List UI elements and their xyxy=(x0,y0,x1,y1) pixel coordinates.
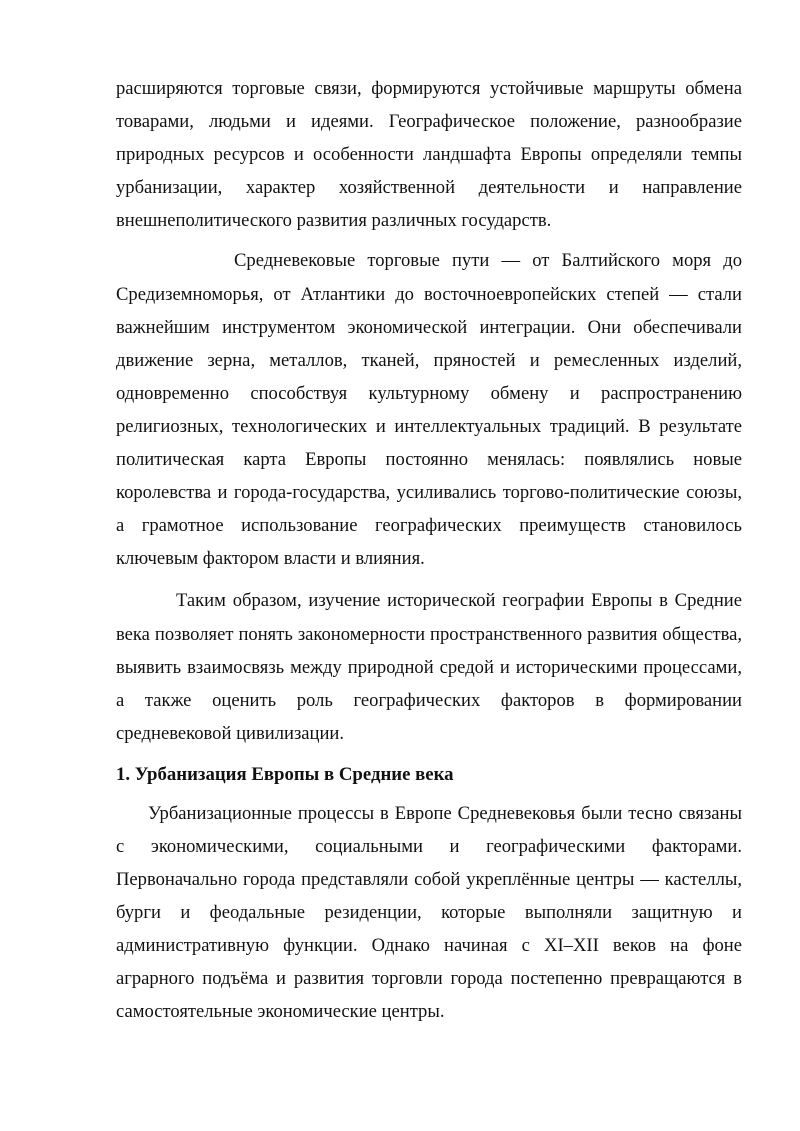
section-heading: 1. Урбанизация Европы в Средние века xyxy=(116,763,454,785)
paragraph-urbanization: Урбанизационные процессы в Европе Средневековья были тесно связаны с экономическими, социальными и географическими факторами. Первоначально города представляли собой укреплённые центры — кастеллы, бурги и феодальные резиденции, которые выполняли защитную и административную функции. Однако начиная с XI–XII веков на фоне аграрного подъёма и развития торговли города постепенно превращаются в самостоятельные экономические центры. xyxy=(116,802,742,1023)
document-page xyxy=(116,72,742,1029)
paragraph-conclusion: Таким образом, изучение исторической географии Европы в Средние века позволяет понять закономерности пространственного развития общества, выявить взаимосвязь между природной средой и историческими процессами, а также оценить роль географических факторов в формировании средневековой цивилизации. xyxy=(116,590,742,744)
paragraph-trade-routes-intro: расширяются торговые связи, формируются устойчивые маршруты обмена товарами, людьми и идеями. Географическое положение, разнообразие природных ресурсов и особенности ландшафта Европы определяли темпы урбанизации, характер хозяйственной деятельности и направление внешнеполитического развития различных государств. xyxy=(116,78,742,232)
paragraph-medieval-trade-routes: Средневековые торговые пути — от Балтийского моря до Средиземноморья, от Атлантики до восточноевропейских степей — стали важнейшим инструментом экономической интеграции. Они обеспечивали движение зерна, металлов, тканей, пряностей и ремесленных изделий, одновременно способствуя культурному обмену и распространению религиозных, технологических и интеллектуальных традиций. В результате политическая карта Европы постоянно менялась: появлялись новые королевства и города-государства, усиливались торгово-политические союзы, а грамотное использование географических преимуществ становилось ключевым фактором власти и влияния. xyxy=(116,250,742,570)
